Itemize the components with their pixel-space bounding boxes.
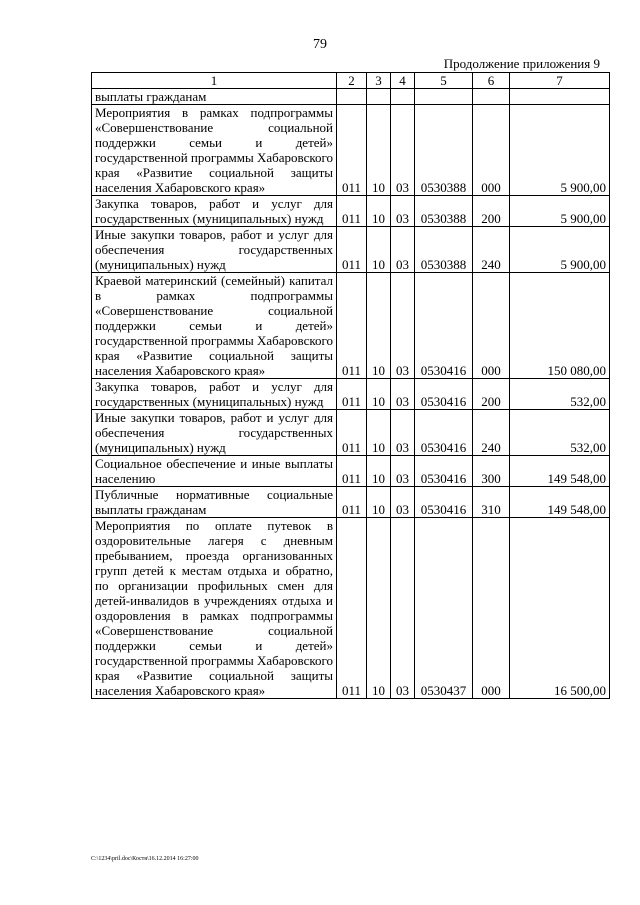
row-amount: 5 900,00 xyxy=(510,227,610,273)
row-target-code: 0530388 xyxy=(415,227,473,273)
row-amount xyxy=(510,89,610,105)
header-col-2: 2 xyxy=(337,73,367,89)
row-section-code: 10 xyxy=(367,273,391,379)
header-col-1: 1 xyxy=(92,73,337,89)
table-row xyxy=(92,456,610,487)
row-target-code: 0530416 xyxy=(415,379,473,410)
row-target-code: 0530416 xyxy=(415,487,473,518)
row-ministry-code: 011 xyxy=(337,487,367,518)
row-expense-type: 000 xyxy=(473,105,510,196)
row-description: Иные закупки товаров, работ и услуг для обеспечения государственных (муниципальных) нужд xyxy=(92,410,337,456)
row-amount: 5 900,00 xyxy=(510,196,610,227)
row-target-code: 0530437 xyxy=(415,518,473,699)
header-col-6: 6 xyxy=(473,73,510,89)
row-section-code: 10 xyxy=(367,518,391,699)
row-section-code: 10 xyxy=(367,410,391,456)
document-footer-path: C:\1234\pril.doc\Костя\16.12.2014 16:27:00 xyxy=(91,856,199,862)
row-amount: 532,00 xyxy=(510,410,610,456)
table-row xyxy=(92,410,610,456)
row-subsection-code: 03 xyxy=(391,196,415,227)
row-subsection-code: 03 xyxy=(391,105,415,196)
row-expense-type: 200 xyxy=(473,196,510,227)
row-amount: 532,00 xyxy=(510,379,610,410)
row-section-code: 10 xyxy=(367,196,391,227)
table-row xyxy=(92,379,610,410)
row-subsection-code: 03 xyxy=(391,518,415,699)
page-number: 79 xyxy=(313,37,327,52)
continuation-label: Продолжение приложения 9 xyxy=(443,56,600,71)
row-target-code: 0530416 xyxy=(415,410,473,456)
header-col-5: 5 xyxy=(415,73,473,89)
row-section-code: 10 xyxy=(367,227,391,273)
row-subsection-code: 03 xyxy=(391,273,415,379)
row-target-code xyxy=(415,89,473,105)
row-amount: 16 500,00 xyxy=(510,518,610,699)
row-description: Мероприятия в рамках подпрограммы «Совершенствование социальной поддержки семьи и детей» государственной программы Хабаровского края «Развитие социальной защиты населения Хабаровского края» xyxy=(92,105,337,196)
header-col-4: 4 xyxy=(391,73,415,89)
row-description: Социальное обеспечение и иные выплаты населению xyxy=(92,456,337,487)
table-row xyxy=(92,487,610,518)
row-amount: 150 080,00 xyxy=(510,273,610,379)
row-subsection-code: 03 xyxy=(391,410,415,456)
row-expense-type: 000 xyxy=(473,518,510,699)
row-ministry-code: 011 xyxy=(337,196,367,227)
header-row xyxy=(92,73,610,89)
table-row xyxy=(92,196,610,227)
row-section-code: 10 xyxy=(367,487,391,518)
row-section-code: 10 xyxy=(367,379,391,410)
row-section-code: 10 xyxy=(367,456,391,487)
row-ministry-code: 011 xyxy=(337,227,367,273)
row-amount: 5 900,00 xyxy=(510,105,610,196)
table-row xyxy=(92,89,610,105)
row-target-code: 0530416 xyxy=(415,456,473,487)
row-description: Краевой материнский (семейный) капитал в рамках подпрограммы «Совершенствование социальной поддержки семьи и детей» государственной программы Хабаровского края «Развитие социальной защиты населения Хабаровского края» xyxy=(92,273,337,379)
row-expense-type: 000 xyxy=(473,273,510,379)
row-description: выплаты гражданам xyxy=(92,89,337,105)
header-col-3: 3 xyxy=(367,73,391,89)
row-target-code: 0530388 xyxy=(415,196,473,227)
row-subsection-code xyxy=(391,89,415,105)
row-target-code: 0530388 xyxy=(415,105,473,196)
row-ministry-code xyxy=(337,89,367,105)
row-subsection-code: 03 xyxy=(391,227,415,273)
row-ministry-code: 011 xyxy=(337,105,367,196)
row-ministry-code: 011 xyxy=(337,518,367,699)
row-description: Мероприятия по оплате путевок в оздоровительные лагеря с дневным пребыванием, проезда организованных групп детей к местам отдыха и обратно, по организации профильных смен для детей-инвалидов в учреждениях отдыха и оздоровления в рамках подпрограммы «Совершенствование социальной поддержки семьи и детей» государственной программы Хабаровского края «Развитие социальной защиты населения Хабаровского края» xyxy=(92,518,337,699)
table-row xyxy=(92,227,610,273)
header-col-7: 7 xyxy=(510,73,610,89)
row-amount: 149 548,00 xyxy=(510,487,610,518)
row-ministry-code: 011 xyxy=(337,379,367,410)
row-description: Закупка товаров, работ и услуг для государственных (муниципальных) нужд xyxy=(92,196,337,227)
table-row xyxy=(92,518,610,699)
table-row xyxy=(92,105,610,196)
budget-table xyxy=(91,72,610,699)
row-ministry-code: 011 xyxy=(337,410,367,456)
row-expense-type: 240 xyxy=(473,410,510,456)
row-ministry-code: 011 xyxy=(337,456,367,487)
row-description: Иные закупки товаров, работ и услуг для обеспечения государственных (муниципальных) нужд xyxy=(92,227,337,273)
row-expense-type: 300 xyxy=(473,456,510,487)
row-section-code xyxy=(367,89,391,105)
row-description: Закупка товаров, работ и услуг для государственных (муниципальных) нужд xyxy=(92,379,337,410)
table-row xyxy=(92,273,610,379)
row-ministry-code: 011 xyxy=(337,273,367,379)
row-expense-type: 240 xyxy=(473,227,510,273)
row-subsection-code: 03 xyxy=(391,456,415,487)
row-amount: 149 548,00 xyxy=(510,456,610,487)
row-expense-type xyxy=(473,89,510,105)
row-expense-type: 200 xyxy=(473,379,510,410)
row-subsection-code: 03 xyxy=(391,487,415,518)
row-section-code: 10 xyxy=(367,105,391,196)
row-expense-type: 310 xyxy=(473,487,510,518)
row-target-code: 0530416 xyxy=(415,273,473,379)
row-subsection-code: 03 xyxy=(391,379,415,410)
row-description: Публичные нормативные социальные выплаты гражданам xyxy=(92,487,337,518)
